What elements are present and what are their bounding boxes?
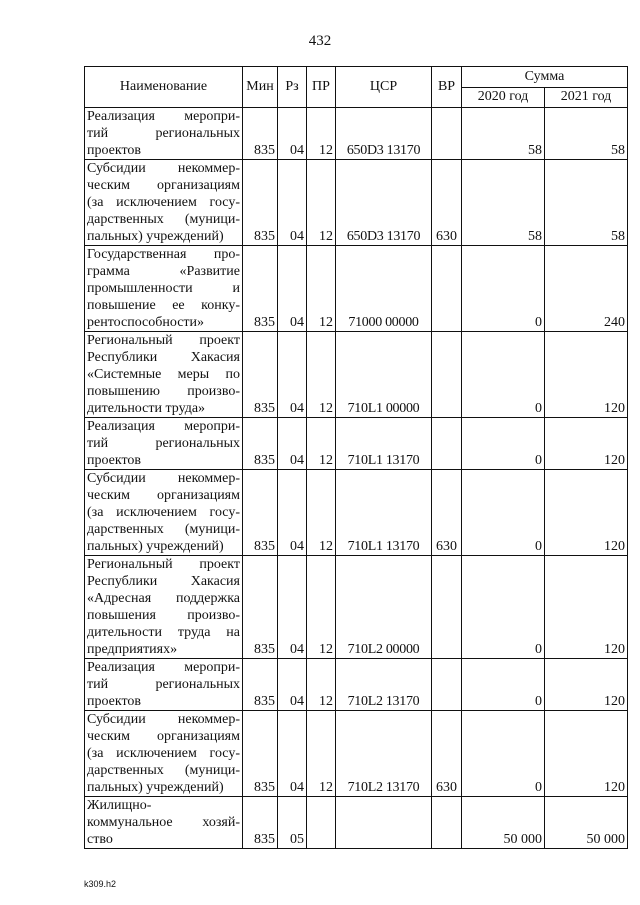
table-row xyxy=(85,797,628,849)
row-name-line: проектов xyxy=(87,143,142,158)
row-csr xyxy=(336,797,432,849)
row-name xyxy=(85,108,243,160)
row-rz: 04 xyxy=(278,246,307,332)
row-name-line: «Адресная поддержка xyxy=(87,591,240,606)
row-min: 835 xyxy=(243,659,278,711)
row-vr: 630 xyxy=(432,711,462,797)
row-vr xyxy=(432,418,462,470)
row-pr: 12 xyxy=(307,108,336,160)
row-name-line: ческим организациям xyxy=(87,178,240,193)
table-row xyxy=(85,470,628,556)
row-csr: 71000 00000 xyxy=(336,246,432,332)
row-pr: 12 xyxy=(307,160,336,246)
row-vr: 630 xyxy=(432,160,462,246)
header-sum: Сумма xyxy=(462,67,628,88)
row-csr: 710L1 13170 xyxy=(336,418,432,470)
row-pr: 12 xyxy=(307,711,336,797)
row-rz: 05 xyxy=(278,797,307,849)
row-sum-2020: 58 xyxy=(462,108,545,160)
row-pr: 12 xyxy=(307,246,336,332)
row-name xyxy=(85,659,243,711)
header-vr: ВР xyxy=(432,67,462,108)
row-pr: 12 xyxy=(307,470,336,556)
row-pr: 12 xyxy=(307,418,336,470)
row-csr: 710L1 00000 xyxy=(336,332,432,418)
table-row xyxy=(85,332,628,418)
row-min: 835 xyxy=(243,418,278,470)
row-vr xyxy=(432,246,462,332)
row-min: 835 xyxy=(243,797,278,849)
row-name xyxy=(85,160,243,246)
row-rz: 04 xyxy=(278,418,307,470)
row-name-line: Субсидии некоммер- xyxy=(87,712,240,727)
row-sum-2021: 58 xyxy=(545,108,628,160)
table-row xyxy=(85,711,628,797)
row-sum-2020: 50 000 xyxy=(462,797,545,849)
row-name-line: Республики Хакасия xyxy=(87,574,240,589)
row-name-line: (за исключением госу- xyxy=(87,505,240,520)
row-name-line: пальных) учреждений) xyxy=(87,780,224,795)
row-csr: 710L2 13170 xyxy=(336,659,432,711)
header-year-2021: 2021 год xyxy=(545,87,628,108)
row-sum-2021: 50 000 xyxy=(545,797,628,849)
row-rz: 04 xyxy=(278,108,307,160)
row-sum-2021: 120 xyxy=(545,470,628,556)
row-name-line: предприятиях» xyxy=(87,642,178,657)
row-name-line: Субсидии некоммер- xyxy=(87,161,240,176)
row-name-line: тий региональных xyxy=(87,436,240,451)
row-name-line: Реализация меропри- xyxy=(87,660,240,675)
header-name: Наименование xyxy=(85,67,243,108)
row-sum-2020: 0 xyxy=(462,556,545,659)
row-name-line: Региональный проект xyxy=(87,333,240,348)
row-sum-2021: 120 xyxy=(545,711,628,797)
header-pr: ПР xyxy=(307,67,336,108)
row-pr: 12 xyxy=(307,556,336,659)
row-name-line: тий региональных xyxy=(87,677,240,692)
row-name-line: тий региональных xyxy=(87,126,240,141)
row-pr xyxy=(307,797,336,849)
row-name-line: Реализация меропри- xyxy=(87,419,240,434)
row-name xyxy=(85,797,243,849)
table-header xyxy=(85,67,628,108)
row-min: 835 xyxy=(243,160,278,246)
row-name-line: рентоспособности» xyxy=(87,315,205,330)
row-name-line: Реализация меропри- xyxy=(87,109,240,124)
row-name-line: ческим организациям xyxy=(87,729,240,744)
header-csr: ЦСР xyxy=(336,67,432,108)
row-name xyxy=(85,332,243,418)
row-sum-2020: 58 xyxy=(462,160,545,246)
row-vr xyxy=(432,108,462,160)
table-row xyxy=(85,108,628,160)
row-name-line: проектов xyxy=(87,694,142,709)
row-name-line: Жилищно- xyxy=(87,798,152,813)
row-name-line: повышения произво- xyxy=(87,608,240,623)
budget-table xyxy=(84,66,628,849)
row-min: 835 xyxy=(243,108,278,160)
row-vr: 630 xyxy=(432,470,462,556)
table-row xyxy=(85,160,628,246)
row-name-line: (за исключением госу- xyxy=(87,195,240,210)
row-name-line: ство xyxy=(87,832,113,847)
row-vr xyxy=(432,659,462,711)
row-min: 835 xyxy=(243,711,278,797)
row-name-line: промышленности и xyxy=(87,281,240,296)
row-csr: 650D3 13170 xyxy=(336,160,432,246)
row-sum-2020: 0 xyxy=(462,246,545,332)
row-min: 835 xyxy=(243,246,278,332)
header-min: Мин xyxy=(243,67,278,108)
row-name-line: коммунальное хозяй- xyxy=(87,815,240,830)
row-name-line: дарственных (муници- xyxy=(87,522,240,537)
row-min: 835 xyxy=(243,556,278,659)
row-name xyxy=(85,556,243,659)
header-rz: Рз xyxy=(278,67,307,108)
row-name-line: Республики Хакасия xyxy=(87,350,240,365)
row-rz: 04 xyxy=(278,470,307,556)
row-name-line: «Системные меры по xyxy=(87,367,240,382)
row-sum-2020: 0 xyxy=(462,659,545,711)
row-name-line: ческим организациям xyxy=(87,488,240,503)
row-name-line: дарственных (муници- xyxy=(87,212,240,227)
row-name xyxy=(85,246,243,332)
table-row xyxy=(85,418,628,470)
row-sum-2020: 0 xyxy=(462,470,545,556)
row-name xyxy=(85,470,243,556)
row-name-line: дарственных (муници- xyxy=(87,763,240,778)
row-csr: 710L2 00000 xyxy=(336,556,432,659)
row-name-line: проектов xyxy=(87,453,142,468)
row-sum-2020: 0 xyxy=(462,332,545,418)
row-min: 835 xyxy=(243,332,278,418)
row-name-line: повышение ее конку- xyxy=(87,298,240,313)
row-sum-2021: 240 xyxy=(545,246,628,332)
row-vr xyxy=(432,797,462,849)
row-name-line: пальных) учреждений) xyxy=(87,229,224,244)
row-name-line: (за исключением госу- xyxy=(87,746,240,761)
row-name-line: Региональный проект xyxy=(87,557,240,572)
row-name-line: повышению произво- xyxy=(87,384,240,399)
row-name xyxy=(85,711,243,797)
row-name-line: дительности труда на xyxy=(87,625,240,640)
table-body xyxy=(85,108,628,849)
row-rz: 04 xyxy=(278,556,307,659)
row-rz: 04 xyxy=(278,160,307,246)
row-sum-2020: 0 xyxy=(462,418,545,470)
row-csr: 710L2 13170 xyxy=(336,711,432,797)
row-name-line: Государственная про- xyxy=(87,247,240,262)
row-sum-2021: 120 xyxy=(545,332,628,418)
row-rz: 04 xyxy=(278,332,307,418)
row-vr xyxy=(432,556,462,659)
row-sum-2020: 0 xyxy=(462,711,545,797)
row-name-line: грамма «Развитие xyxy=(87,264,240,279)
row-sum-2021: 120 xyxy=(545,556,628,659)
header-year-2020: 2020 год xyxy=(462,87,545,108)
row-pr: 12 xyxy=(307,332,336,418)
page-number: 432 xyxy=(308,33,332,49)
footer-code: k309.h2 xyxy=(84,879,117,889)
row-name-line: Субсидии некоммер- xyxy=(87,471,240,486)
table-row xyxy=(85,659,628,711)
table-row xyxy=(85,556,628,659)
row-csr: 650D3 13170 xyxy=(336,108,432,160)
row-name-line: дительности труда» xyxy=(87,401,206,416)
row-name xyxy=(85,418,243,470)
table-row xyxy=(85,246,628,332)
row-name-line: пальных) учреждений) xyxy=(87,539,224,554)
row-vr xyxy=(432,332,462,418)
row-rz: 04 xyxy=(278,711,307,797)
row-pr: 12 xyxy=(307,659,336,711)
row-sum-2021: 120 xyxy=(545,659,628,711)
row-min: 835 xyxy=(243,470,278,556)
row-rz: 04 xyxy=(278,659,307,711)
row-sum-2021: 120 xyxy=(545,418,628,470)
row-csr: 710L1 13170 xyxy=(336,470,432,556)
row-sum-2021: 58 xyxy=(545,160,628,246)
